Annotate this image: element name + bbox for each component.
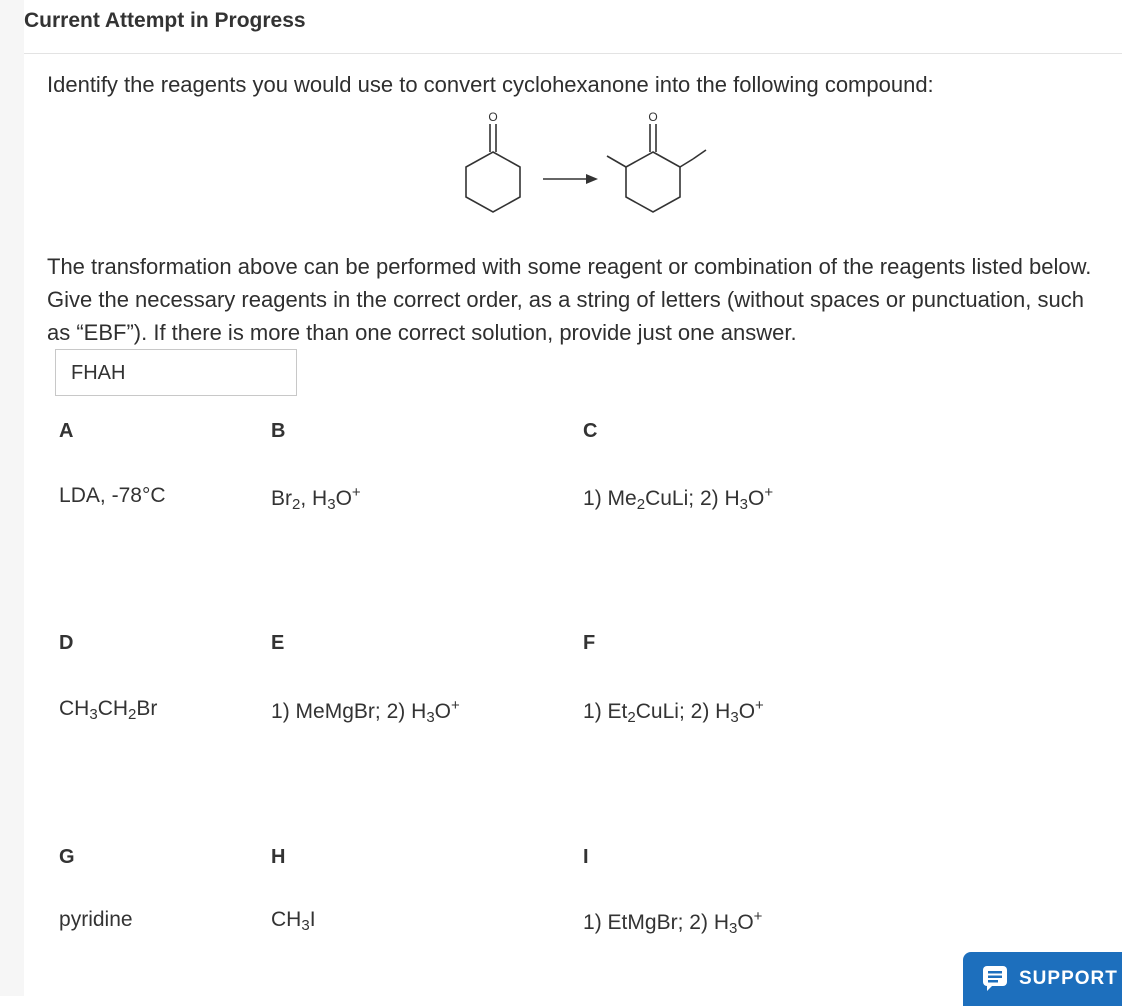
option-letter-d: D [59, 632, 74, 654]
option-reagent-f: 1) $Et_2CuLi$; 2) $H_3O^+$ [583, 697, 764, 726]
option-reagent-b: $Br_2$, $H_3O^+$ [271, 484, 361, 513]
header-divider [24, 53, 1122, 54]
instructions-text: The transformation above can be performed with some reagent or combination of the reagents listed below. Give the necessary reagents in the correct order, as a string of letters (without spaces or punctuation, such as “EBF”). If there is more than one correct solution, provide just one answer. [47, 254, 1092, 345]
option-reagent-g: pyridine [59, 908, 133, 931]
product-ethyl-bond-1 [680, 159, 693, 167]
page-title: Current Attempt in Progress [24, 9, 306, 32]
option-reagent-h: $CH_3I$ [271, 908, 316, 934]
option-letter-i: I [583, 846, 589, 868]
option-letter-c: C [583, 420, 598, 442]
answer-input[interactable]: FHAH [55, 349, 297, 396]
left-margin-strip [0, 0, 24, 996]
product-ring [626, 152, 680, 212]
support-label: SUPPORT [1019, 968, 1118, 989]
option-letter-e: E [271, 632, 285, 654]
product-ethyl-bond-2 [693, 150, 706, 159]
option-letter-h: H [271, 846, 286, 868]
chat-icon [982, 965, 1008, 991]
option-reagent-c: 1) $Me_2CuLi$; 2) $H_3O^+$ [583, 484, 774, 513]
option-letter-b: B [271, 420, 286, 442]
reaction-scheme [455, 105, 725, 215]
option-reagent-a: LDA, -78°C [59, 484, 166, 507]
reaction-arrow-head [586, 174, 598, 184]
reactant-oxygen-label: O [488, 110, 498, 124]
product-methyl-bond [607, 156, 626, 167]
question-prompt: Identify the reagents you would use to convert cyclohexanone into the following compound: [47, 72, 934, 97]
option-reagent-i: 1) EtMgBr; 2) $H_3O^+$ [583, 908, 763, 937]
option-letter-g: G [59, 846, 75, 868]
option-letter-f: F [583, 632, 596, 654]
option-reagent-e: 1) MeMgBr; 2) $H_3O^+$ [271, 697, 460, 726]
support-button[interactable] [963, 952, 1122, 1006]
option-letter-a: A [59, 420, 74, 442]
reactant-ring [466, 152, 520, 212]
option-reagent-d: $CH_3CH_2Br$ [59, 697, 158, 723]
product-oxygen-label: O [648, 110, 658, 124]
